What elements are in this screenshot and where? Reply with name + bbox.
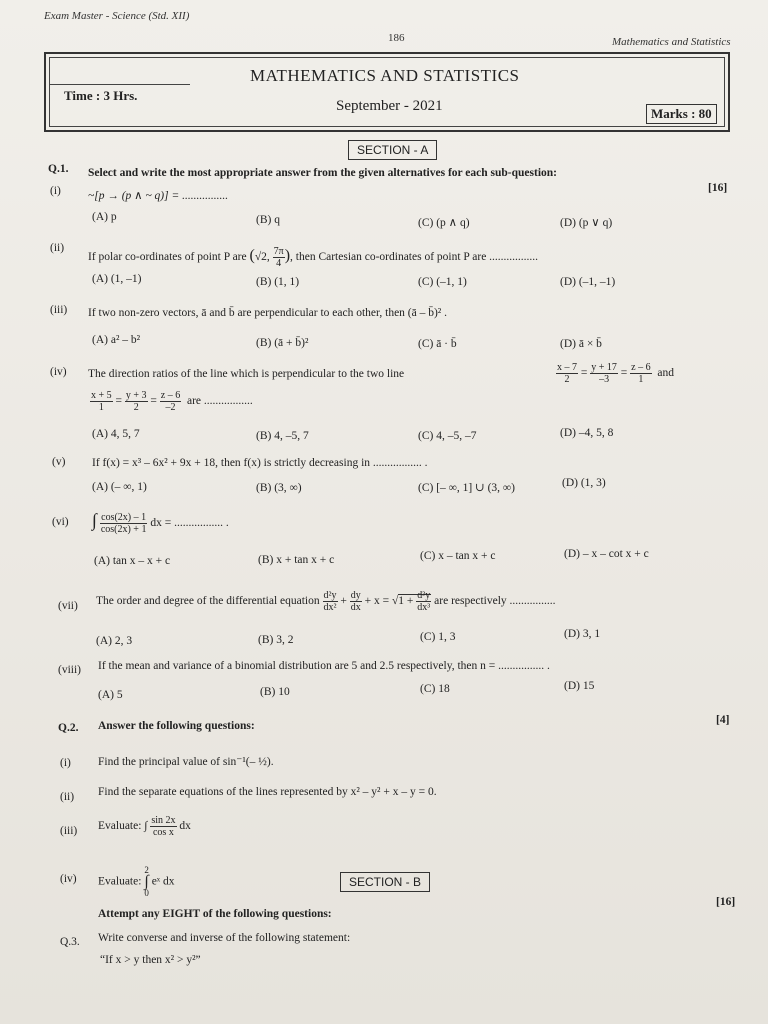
q1-v-text: If f(x) = x³ – 6x² + 9x + 18, then f(x) is strictly decreasing in ................. .: [92, 457, 428, 469]
q3-marks: [16]: [716, 896, 736, 908]
q2-marks: [4]: [716, 714, 730, 726]
q1-viii-opt-a: (A) 5: [98, 689, 123, 701]
q1-v-opt-d: (D) (1, 3): [562, 477, 606, 489]
exam-title: MATHEMATICS AND STATISTICS: [250, 66, 520, 85]
q2-instruction: Answer the following questions:: [98, 720, 255, 732]
q1-iii-num: (iii): [50, 304, 68, 316]
q1-i-opt-c: (C) (p ∧ q): [418, 217, 470, 229]
q1-iv-line2: $\frac{x + 5}{1}$ = $\frac{y + 3}{2}$ = $\frac{z - 6}{-2}$ are .................: [91, 390, 253, 413]
exam-date: September - 2021: [336, 98, 443, 114]
q2-i-num: (i): [60, 757, 71, 769]
q1-instruction: Select and write the most appropriate answer from the given alternatives for each sub-question:: [88, 167, 558, 179]
q1-i-text: ~[p → (p ∧ ~ q)] = ................: [88, 190, 229, 202]
q1-vi-num: (vi): [52, 516, 69, 528]
q1-iii-opt-a: (A) a² – b²: [92, 334, 141, 346]
q2-iii-num: (iii): [60, 825, 78, 837]
q3-number: Q.3.: [60, 936, 80, 948]
q1-ii-opt-c: (C) (–1, 1): [418, 276, 467, 288]
q1-viii-num: (viii): [58, 664, 81, 676]
q1-viii-opt-b: (B) 10: [260, 686, 290, 698]
q1-iv-opt-a: (A) 4, 5, 7: [92, 428, 140, 440]
q1-iv-opt-b: (B) 4, –5, 7: [256, 430, 309, 442]
q1-iv-opt-d: (D) –4, 5, 8: [560, 427, 614, 439]
q2-iv-num: (iv): [60, 873, 77, 885]
q1-number: Q.1.: [48, 163, 69, 175]
q1-vii-opt-d: (D) 3, 1: [564, 628, 601, 640]
q1-iv-text: The direction ratios of the line which is perpendicular to the two line: [88, 368, 405, 380]
q2-iv-text: Evaluate: 2 ∫ 0 eˣ dx: [98, 865, 175, 898]
q1-viii-opt-c: (C) 18: [420, 683, 450, 695]
q1-vi-opt-d: (D) – x – cot x + c: [564, 548, 649, 560]
q2-iii-text: Evaluate: ∫ $\frac{\sin 2x}{\text{cos x}}$ dx: [98, 815, 191, 838]
q1-vi-opt-c: (C) x – tan x + c: [420, 550, 496, 562]
running-header-left: Exam Master - Science (Std. XII): [44, 10, 190, 22]
q1-iv-opt-c: (C) 4, –5, –7: [418, 430, 477, 442]
q3-text: Write converse and inverse of the following statement:: [98, 932, 351, 944]
q1-viii-opt-d: (D) 15: [564, 680, 595, 692]
q1-vi-text: ∫ $\frac{\cos(2x) - 1}{\cos(2x) + 1}$ dx = ................. .: [92, 510, 229, 535]
q3-statement: “If x > y then x² > y²”: [100, 954, 201, 966]
q1-vii-opt-c: (C) 1, 3: [420, 631, 456, 643]
q1-vii-num: (vii): [58, 600, 78, 612]
q1-i-opt-d: (D) (p ∨ q): [560, 217, 613, 229]
q1-iii-text: If two non-zero vectors, ā and b̄ are perpendicular to each other, then (ā – b̄)² .: [88, 307, 448, 319]
running-header-right: Mathematics and Statistics: [612, 36, 731, 48]
q1-i-num: (i): [50, 185, 61, 197]
q1-ii-opt-a: (A) (1, –1): [92, 273, 142, 285]
q1-i-opt-a: (A) p: [92, 211, 117, 223]
q1-ii-opt-b: (B) (1, 1): [256, 276, 300, 288]
exam-marks: Marks : 80: [646, 104, 717, 124]
q1-v-num: (v): [52, 456, 66, 468]
q1-vii-text: The order and degree of the differential equation $\frac{\text{d²y}}{\text{dx²}}$ + $\frac{dy}{dx}$ + x = √1 + $\frac{\text{d³y}}{\text{dx³}}$ are respectively ................: [96, 590, 556, 613]
section-b-heading: SECTION - B: [340, 872, 430, 892]
q1-marks: [16]: [708, 182, 728, 194]
q2-i-text: Find the principal value of sin⁻¹(– ½).: [98, 756, 274, 768]
q1-iv-num: (iv): [50, 366, 67, 378]
q1-v-opt-a: (A) (– ∞, 1): [92, 481, 147, 493]
q1-iv-line1: $\frac{x - 7}{2}$ = $\frac{y + 17}{-3}$ = $\frac{z - 6}{1}$ and: [557, 362, 674, 385]
q1-ii-opt-d: (D) (–1, –1): [560, 276, 616, 288]
q1-ii-text: If polar co-ordinates of point P are (√2, $\frac{7\pi}{4}$ ), then Cartesian co-ordinates of point P are .................: [88, 246, 539, 269]
q1-vi-opt-b: (B) x + tan x + c: [258, 554, 335, 566]
q2-number: Q.2.: [58, 722, 79, 734]
q1-vii-opt-a: (A) 2, 3: [96, 635, 133, 647]
section-a-heading: SECTION - A: [348, 140, 437, 160]
q1-iii-opt-c: (C) ā · b̄: [418, 338, 457, 350]
q1-i-opt-b: (B) q: [256, 214, 280, 226]
q1-v-opt-b: (B) (3, ∞): [256, 482, 302, 494]
q1-v-opt-c: (C) [– ∞, 1] ∪ (3, ∞): [418, 482, 515, 494]
q3-intro: Attempt any EIGHT of the following questions:: [98, 908, 332, 920]
exam-time: Time : 3 Hrs.: [64, 88, 138, 103]
q2-ii-num: (ii): [60, 791, 75, 803]
title-box: [44, 52, 730, 132]
page-number: 186: [388, 32, 405, 44]
q1-iii-opt-b: (B) (ā + b̄)²: [256, 337, 309, 349]
q1-vii-opt-b: (B) 3, 2: [258, 634, 294, 646]
q2-ii-text: Find the separate equations of the lines represented by x² – y² + x – y = 0.: [98, 786, 437, 798]
q1-viii-text: If the mean and variance of a binomial distribution are 5 and 2.5 respectively, then n = ................ .: [98, 660, 550, 672]
q1-iii-opt-d: (D) ā × b̄: [560, 338, 602, 350]
q1-vi-opt-a: (A) tan x – x + c: [94, 555, 171, 567]
q1-ii-num: (ii): [50, 242, 65, 254]
